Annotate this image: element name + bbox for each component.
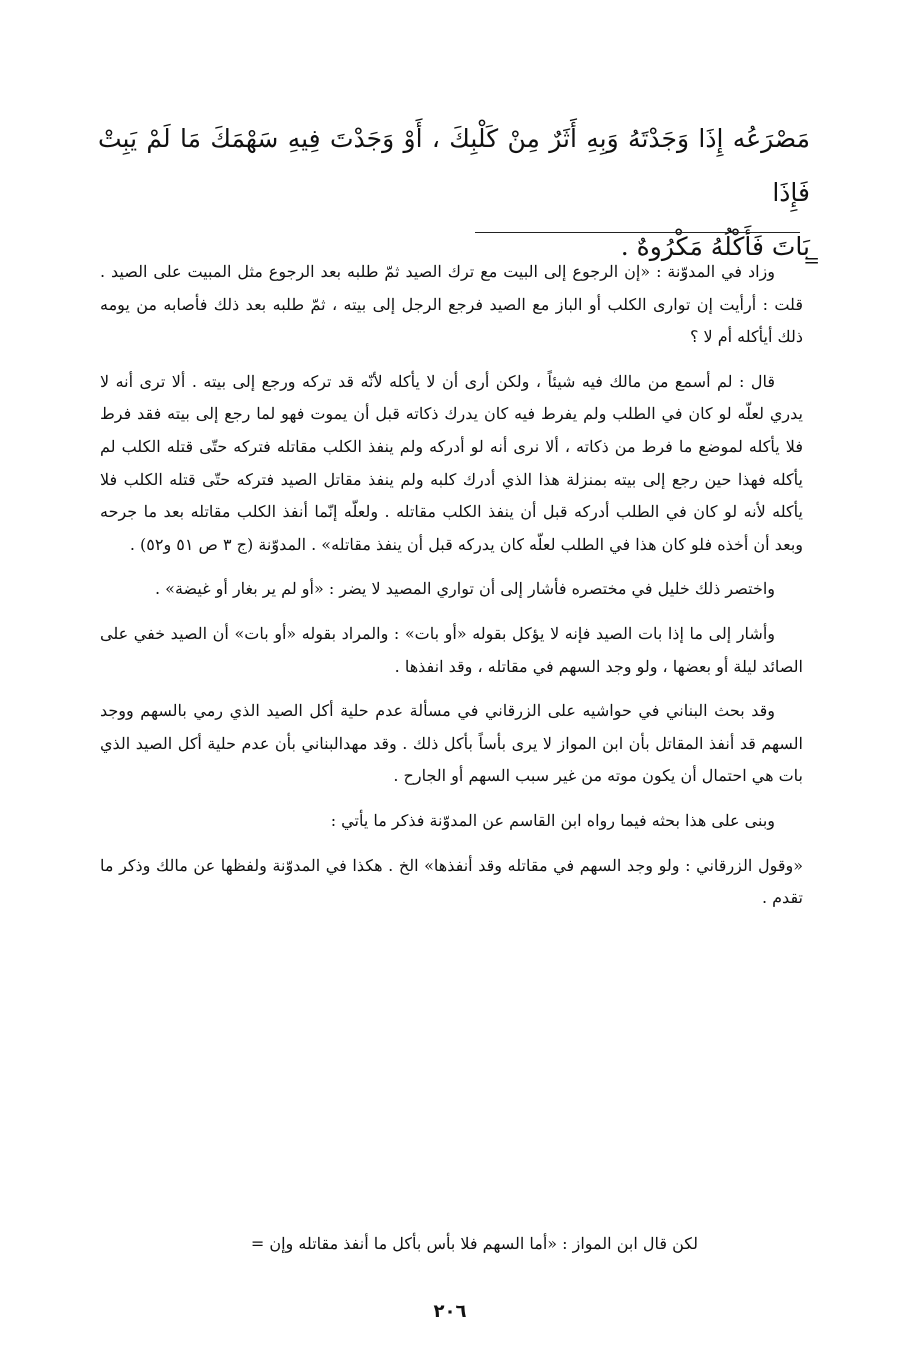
footnote-paragraph: وقد بحث البناني في حواشيه على الزرقاني في مسألة عدم حلية أكل الصيد الذي رمي بالسهم ووجد السهم قد أنفذ المقاتل بأن ابن المواز لا يرى بأساً بأكل ذلك . وقد مهدالبناني بأن عدم حلية أكل الصيد الذي بات هي احتمال أن يكون موته من غير سبب السهم أو الجارح . [100,701,803,786]
footnote-paragraph: وأشار إلى ما إذا بات الصيد فإنه لا يؤكل بقوله «أو بات» : والمراد بقوله «أو بات» أن الصيد خفي على الصائد ليلة أو بعضها ، ولو وجد السهم في مقاتله ، وقد انفذها . [100,623,803,676]
hadith-line: بَاتَ فَأَكْلُهُ مَكْرُوهٌ . [620,232,810,261]
footnote-divider [475,232,800,233]
footnote-paragraph: وزاد في المدوّنة : «إن الرجوع إلى البيت مع ترك الصيد ثمّ طلبه بعد الرجوع مثل المبيت على الصيد . قلت : أرأيت إن توارى الكلب أو الباز مع الصيد فرجع الرجل إلى بيته ، ثمّ طلبه بعد ذلك فأصابه من يومه ذلك أيأكله أم لا ؟ [100,262,804,347]
footnotes [100,256,803,927]
footnote-paragraph: «وقول الزرقاني : ولو وجد السهم في مقاتله وقد أنفذها» الخ . هكذا في المدوّنة ولفظها عن مالك وذكر ما تقدم . [100,855,803,908]
footnote-paragraph: واختصر ذلك خليل في مختصره فأشار إلى أن تواري المصيد لا يضر : «أو لم ير بغار أو غيضة» . [154,579,775,599]
page-number: ٢٠٦ [433,1301,467,1322]
footnote-paragraph: وبنى على هذا بحثه فيما رواه ابن القاسم عن المدوّنة فذكر ما يأتي : [330,810,775,830]
hadith-line: مَصْرَعُه إِذَا وَجَدْتَهُ وَبِهِ أَثَرٌ مِنْ كَلْبِكَ ، أَوْ وَجَدْتَ فِيهِ سَهْمَكَ مَا لَمْ يَبِتْ فَإِذَا [98,124,810,207]
footnote-paragraph: قال : لم أسمع من مالك فيه شيئاً ، ولكن أرى أن لا يأكله لأنّه قد تركه ورجع إلى بيته . ألا ترى أنه لا يدري لعلّه لو كان في الطلب ولم يفرط فيه كان يدرك ذكاته قبل أن يموت فهو لما رجع إلى بيته فقد فرط فلا يأكله لموضع ما فرط من ذكاته ، ألا نرى أنه لو أدركه ولم ينفذ الكلب مقاتله فتركه حتّى قتله الكلب لم يأكله فهذا حين رجع إلى بيته بمنزلة هذا الذي أدرك كلبه ولم ينفذ مقاتل الصيد فتركه حتّى قتله الكلب فلا يأكله لأنه لو كان في الطلب أدركه قبل أن ينفذ الكلب مقاتله . ولعلّه إنّما أنفذ الكلب مقاتله بعد ما جرحه وبعد أن أخذه فلو كان هذا في الطلب لعلّه كان يدركه قبل أن ينفذ مقاتله» . المدوّنة (ج ٣ ص ٥١ و٥٢) . [100,371,803,554]
footnote-continued-line: لكن قال ابن المواز : «أما السهم فلا بأس بأكل ما أنفذ مقاتله وإن = [250,1234,698,1253]
hadith-text [98,112,810,274]
continuation-mark: = [803,248,820,272]
